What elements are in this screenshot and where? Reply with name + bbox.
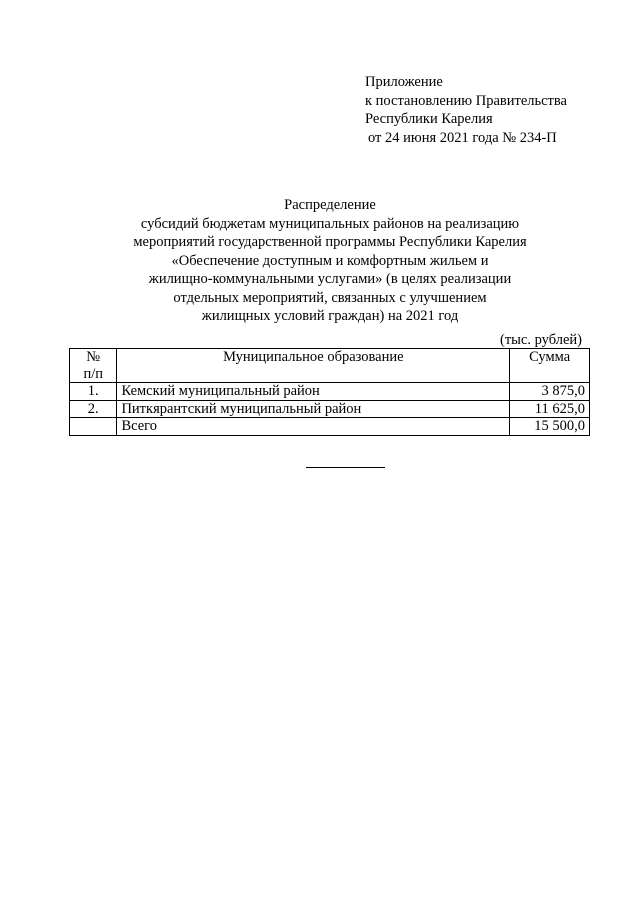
- header-num-line: п/п: [83, 365, 103, 382]
- row-num: 1.: [70, 383, 117, 401]
- title-line: субсидий бюджетам муниципальных районов на реализацию: [140, 215, 520, 232]
- row-name: Кемский муниципальный район: [117, 383, 510, 401]
- header-name: Муниципальное образование: [117, 349, 510, 383]
- header-num-line: №: [86, 349, 101, 365]
- distribution-table: [69, 348, 590, 436]
- table-row: [70, 400, 590, 418]
- document-title: [70, 196, 590, 326]
- row-sum: 11 625,0: [510, 400, 590, 418]
- header-num: [70, 349, 117, 383]
- row-sum: 15 500,0: [510, 418, 590, 436]
- appendix-line: к постановлению Правительства: [365, 92, 567, 109]
- title-line: жилищных условий граждан) на 2021 год: [201, 308, 459, 324]
- title-line: Распределение: [284, 197, 376, 213]
- title-line: «Обеспечение доступным и комфортным жильем и: [171, 252, 489, 269]
- appendix-line: Приложение: [365, 74, 443, 90]
- table-total-row: [70, 418, 590, 436]
- row-num: [70, 418, 117, 436]
- title-line: мероприятий государственной программы Республики Карелия: [133, 234, 527, 250]
- row-name: Питкярантский муниципальный район: [117, 400, 510, 418]
- row-sum: 3 875,0: [510, 383, 590, 401]
- table-row: [70, 383, 590, 401]
- row-num: 2.: [70, 400, 117, 418]
- row-name: Всего: [117, 418, 510, 436]
- appendix-header: [365, 73, 567, 147]
- appendix-line: от 24 июня 2021 года № 234-П: [368, 129, 557, 146]
- title-line: жилищно-коммунальными услугами» (в целях реализации: [148, 271, 512, 287]
- appendix-line: Республики Карелия: [365, 111, 493, 127]
- end-divider-line: [306, 467, 385, 468]
- units-label: (тыс. рублей): [500, 332, 582, 348]
- title-line: отдельных мероприятий, связанных с улучшением: [173, 289, 487, 306]
- table-header-row: [70, 349, 590, 383]
- header-sum: Сумма: [510, 349, 590, 383]
